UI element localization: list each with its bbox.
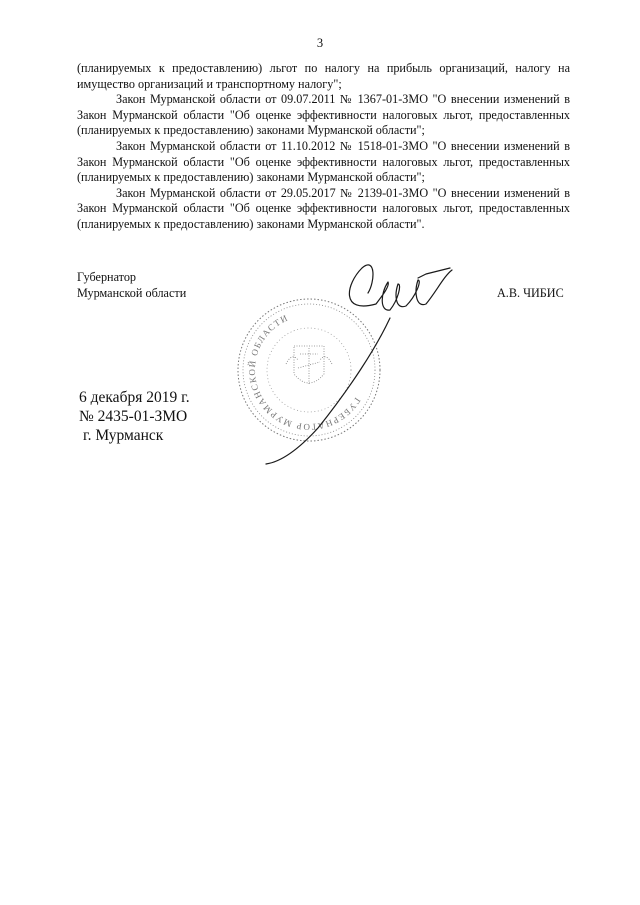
seal-ring-text: ГУБЕРНАТОР МУРМАНСКОЙ ОБЛАСТИ bbox=[246, 312, 363, 433]
signatory-title-line2: Мурманской области bbox=[77, 285, 187, 300]
signatory-name: А.В. ЧИБИС bbox=[497, 286, 564, 300]
signatory-title-line1: Губернатор bbox=[77, 270, 137, 284]
coat-of-arms-icon bbox=[286, 346, 332, 384]
official-seal-stamp bbox=[224, 299, 382, 455]
document-number: № 2435-01-ЗМО bbox=[79, 408, 188, 425]
page-number: 3 bbox=[316, 36, 324, 50]
signatory-title bbox=[77, 270, 186, 301]
paragraph-law-2012: Закон Мурманской области от 11.10.2012 № 1518-01-ЗМО "О внесении изменений в Закон Мурманской области "Об оценке эффективности налоговых льгот, предоставленных (планируемых к предоставлению) законами Мурманской области"; bbox=[77, 138, 570, 185]
document-date: 6 декабря 2019 г. bbox=[79, 389, 190, 406]
document-info bbox=[79, 388, 190, 445]
handwritten-signature bbox=[266, 265, 452, 464]
law-list-text bbox=[77, 61, 570, 233]
paragraph-continuation: (планируемых к предоставлению) льгот по налогу на прибыль организаций, налогу на имущество организаций и транспортному налогу"; bbox=[77, 61, 570, 91]
svg-text:ГУБЕРНАТОР МУРМАНСКОЙ ОБЛАСТИ bbox=[224, 306, 382, 455]
paragraph-law-2011: Закон Мурманской области от 09.07.2011 № 1367-01-ЗМО "О внесении изменений в Закон Мурманской области "Об оценке эффективности налоговых льгот, предоставленных (планируемых к предоставлению) законами Мурманской области"; bbox=[77, 92, 570, 138]
document-city: г. Мурманск bbox=[83, 427, 164, 444]
paragraph-law-2017: Закон Мурманской области от 29.05.2017 № 2139-01-ЗМО "О внесении изменений в Закон Мурманской области "Об оценке эффективности налоговых льгот, предоставленных (планируемых к предоставлению) законами Мурманской области". bbox=[77, 185, 570, 231]
seal-and-signature bbox=[228, 228, 468, 468]
